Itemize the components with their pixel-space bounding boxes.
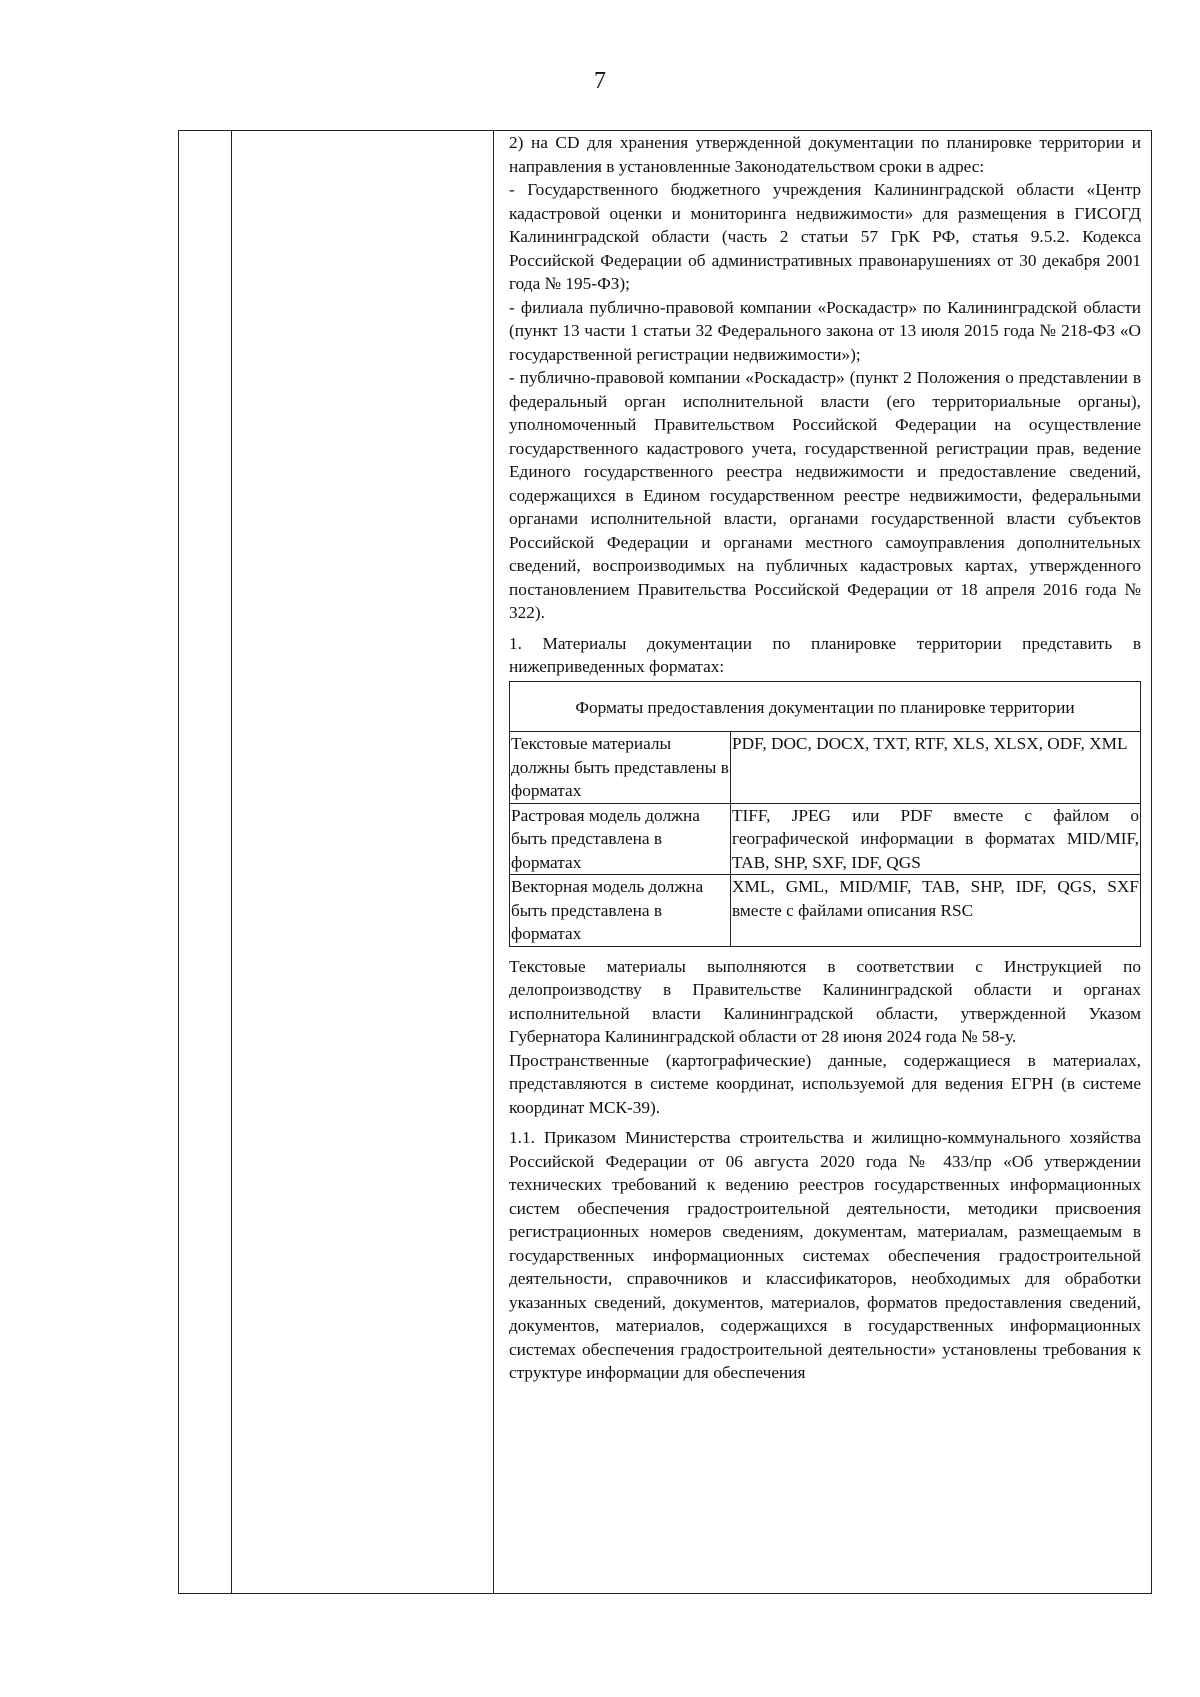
table-row (510, 875, 1141, 947)
paragraph-spatial-data: Пространственные (картографические) данные, содержащиеся в материалах, представляются в системе координат, используемой для ведения ЕГРН (в системе координат МСК-39). (509, 1050, 1141, 1117)
formats-table-header: Форматы предоставления документации по планировке территории (510, 681, 1141, 732)
paragraph-text-materials: Текстовые материалы выполняются в соответствии с Инструкцией по делопроизводству в Правительстве Калининградской области и органах исполнительной власти Калининградской области, утвержденной Указом Губернатора Калининградской области от 28 июня 2024 года № 58-у. (509, 956, 1141, 1046)
column-divider-2 (493, 131, 494, 1593)
page-number: 7 (594, 68, 606, 94)
paragraph-roskadastr-branch: - филиала публично-правовой компании «Роскадастр» по Калининградской области (пункт 13 части 1 статьи 32 Федерального закона от 13 июля 2015 года № 218-ФЗ «О государственной регистрации недвижимости»); (509, 297, 1141, 364)
formats-table-header-row (510, 681, 1141, 732)
paragraph-gbu-center: - Государственного бюджетного учреждения Калининградской области «Центр кадастровой оценки и мониторинга недвижимости» для размещения в ГИСОГД Калининградской области (часть 2 статьи 57 ГрК РФ, статья 9.5.2. Кодекса Российской Федерации об административных правонарушениях от 30 декабря 2001 года № 195-ФЗ); (509, 180, 1141, 293)
format-value: PDF, DOC, DOCX, TXT, RTF, XLS, XLSX, ODF, XML (731, 732, 1141, 804)
paragraph-formats-intro: 1. Материалы документации по планировке территории представить в нижеприведенных форматах: (509, 633, 1141, 676)
paragraph-cd-storage: 2) на CD для хранения утвержденной документации по планировке территории и направления в установленные Законодательством сроки в адрес: (509, 133, 1141, 176)
formats-table (509, 681, 1141, 947)
format-label: Векторная модель должна быть представлена в форматах (510, 875, 731, 947)
format-value: XML, GML, MID/MIF, TAB, SHP, IDF, QGS, SXF вместе с файлами описания RSC (731, 875, 1141, 947)
format-value: TIFF, JPEG или PDF вместе с файлом о географической информации в форматах MID/MIF, TAB, SHP, SXF, IDF, QGS (731, 803, 1141, 875)
paragraph-roskadastr: - публично-правовой компании «Роскадастр» (пункт 2 Положения о представлении в федеральный орган исполнительной власти (его территориальные органы), уполномоченный Правительством Российской Федерации на осуществление государственного кадастрового учета, государственной регистрации прав, ведение Единого государственного реестра недвижимости и предоставление сведений, содержащихся в Едином государственном реестре недвижимости, федеральными органами исполнительной власти, органами государственной власти субъектов Российской Федерации и органами местного самоуправления дополнительных сведений, воспроизводимых на публичных кадастровых картах, утвержденного постановлением Правительства Российской Федерации от 18 апреля 2016 года № 322). (509, 368, 1141, 622)
column-divider-1 (231, 131, 232, 1593)
format-label: Текстовые материалы должны быть представлены в форматах (510, 732, 731, 804)
requirements-cell (509, 131, 1141, 1385)
paragraph-ministry-order: 1.1. Приказом Министерства строительства и жилищно-коммунального хозяйства Российской Федерации от 06 августа 2020 года № 433/пр «Об утверждении технических требований к ведению реестров государственных информационных систем обеспечения градостроительной деятельности, методики присвоения регистрационных номеров сведениям, документам, материалам, размещаемым в государственных информационных системах обеспечения градостроительной деятельности, справочников и классификаторов, необходимых для обработки указанных сведений, документов, материалов, форматов предоставления сведений, документов, материалов, содержащихся в государственных информационных системах обеспечения градостроительной деятельности» установлены требования к структуре информации для обеспечения (509, 1128, 1141, 1382)
table-row (510, 803, 1141, 875)
format-label: Растровая модель должна быть представлена в форматах (510, 803, 731, 875)
table-row (510, 732, 1141, 804)
document-table-frame (178, 130, 1152, 1594)
